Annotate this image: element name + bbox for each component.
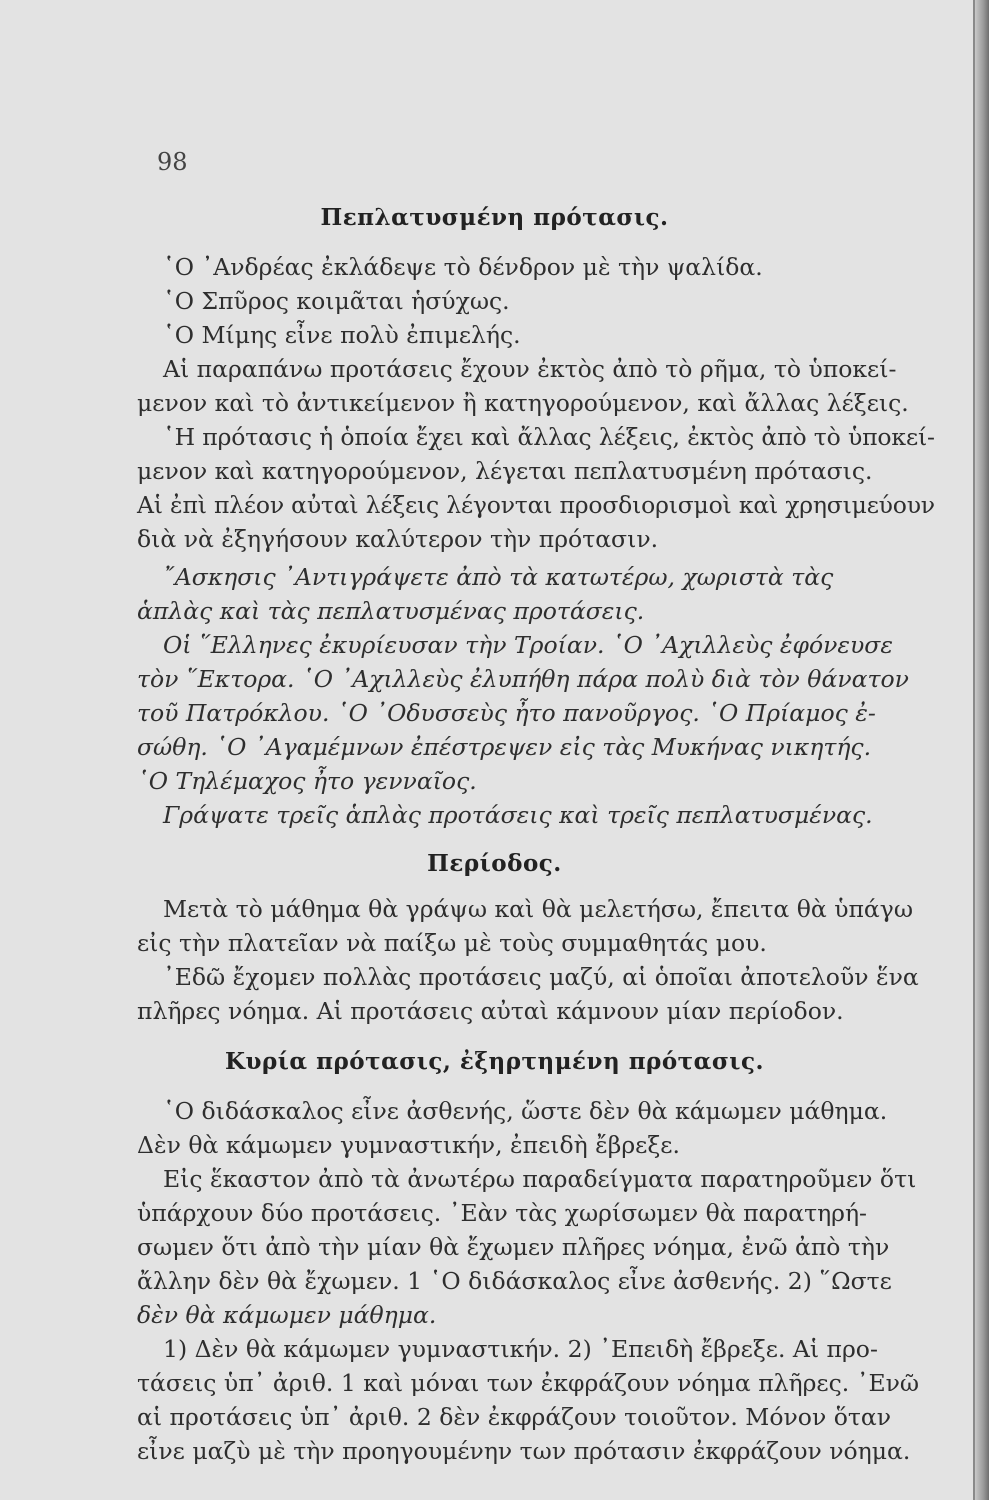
exercise-line: τοῦ Πατρόκλου. ῾Ο ᾿Οδυσσεὺς ἦτο πανοῦργος. ῾Ο Πρίαμος ἐ- xyxy=(137,699,876,727)
text-line: διὰ νὰ ἐξηγήσουν καλύτερον τὴν πρότασιν. xyxy=(137,525,659,553)
exercise-line: ῎Ασκησις ᾿Αντιγράψετε ἀπὸ τὰ κατωτέρω, χωριστὰ τὰς xyxy=(163,563,834,591)
exercise-line: ῾Ο Τηλέμαχος ἦτο γενναῖος. xyxy=(137,767,477,795)
text-line: πλῆρες νόημα. Αἱ προτάσεις αὐταὶ κάμνουν μίαν περίοδον. xyxy=(137,997,844,1025)
text-line: ᾿Εδῶ ἔχομεν πολλὰς προτάσεις μαζύ, αἱ ὁποῖαι ἀποτελοῦν ἕνα xyxy=(163,963,919,991)
text-line: ῾Ο Μίμης εἶνε πολὺ ἐπιμελής. xyxy=(163,321,521,349)
exercise-line: Οἱ ῞Ελληνες ἐκυρίευσαν τὴν Τροίαν. ῾Ο ᾿Αχιλλεὺς ἐφόνευσε xyxy=(163,631,893,659)
text-line: ῾Ο ᾿Ανδρέας ἐκλάδεψε τὸ δένδρον μὲ τὴν ψαλίδα. xyxy=(163,253,763,281)
text-line: Δὲν θὰ κάμωμεν γυμναστικήν, ἐπειδὴ ἔβρεξε. xyxy=(137,1131,680,1159)
text-line: δὲν θὰ κάμωμεν μάθημα. xyxy=(137,1301,437,1329)
exercise-line: σώθη. ῾Ο ᾿Αγαμέμνων ἐπέστρεψεν εἰς τὰς Μυκήνας νικητής. xyxy=(137,733,872,761)
text-line: ῾Ο Σπῦρος κοιμᾶται ἡσύχως. xyxy=(163,287,510,315)
section-heading-expanded-sentence: Πεπλατυσμένη πρότασις. xyxy=(320,204,669,231)
section-heading-period: Περίοδος. xyxy=(427,850,562,877)
text-line: Αἱ παραπάνω προτάσεις ἔχουν ἐκτὸς ἀπὸ τὸ ρῆμα, τὸ ὑποκεί- xyxy=(163,355,897,383)
text-line: εἰς τὴν πλατεῖαν νὰ παίξω μὲ τοὺς συμμαθητάς μου. xyxy=(137,929,767,957)
text-line: σωμεν ὅτι ἀπὸ τὴν μίαν θὰ ἔχωμεν πλῆρες νόημα, ἐνῶ ἀπὸ τὴν xyxy=(137,1233,890,1261)
text-line: αἱ προτάσεις ὑπ᾿ ἀριθ. 2 δὲν ἐκφράζουν τοιοῦτον. Μόνον ὅταν xyxy=(137,1403,892,1431)
text-line: μενον καὶ κατηγορούμενον, λέγεται πεπλατυσμένη πρότασις. xyxy=(137,457,873,485)
text-line: ῾Η πρότασις ἡ ὁποία ἔχει καὶ ἄλλας λέξεις, ἐκτὸς ἀπὸ τὸ ὑποκεί- xyxy=(163,423,935,451)
text-line: 1) Δὲν θὰ κάμωμεν γυμναστικήν. 2) ᾿Επειδὴ ἔβρεξε. Αἱ προ- xyxy=(163,1335,878,1363)
exercise-line: ἁπλὰς καὶ τὰς πεπλατυσμένας προτάσεις. xyxy=(137,597,645,625)
text-line: ὑπάρχουν δύο προτάσεις. ᾿Εὰν τὰς χωρίσωμεν θὰ παρατηρή- xyxy=(137,1199,867,1227)
exercise-line: τὸν ῞Εκτορα. ῾Ο ᾿Αχιλλεὺς ἐλυπήθη πάρα πολὺ διὰ τὸν θάνατον xyxy=(137,665,909,693)
text-line: Μετὰ τὸ μάθημα θὰ γράψω καὶ θὰ μελετήσω, ἔπειτα θὰ ὑπάγω xyxy=(163,895,914,923)
text-line: Εἰς ἕκαστον ἀπὸ τὰ ἀνωτέρω παραδείγματα παρατηροῦμεν ὅτι xyxy=(163,1165,917,1193)
section-heading-main-clause: Κυρία πρότασις, ἐξηρτημένη πρότασις. xyxy=(225,1048,764,1075)
text-line: μενον καὶ τὸ ἀντικείμενον ἢ κατηγορούμενον, καὶ ἄλλας λέξεις. xyxy=(137,389,909,417)
exercise-line: Γράψατε τρεῖς ἁπλὰς προτάσεις καὶ τρεῖς πεπλατυσμένας. xyxy=(163,801,873,829)
text-line: τάσεις ὑπ᾿ ἀριθ. 1 καὶ μόναι των ἐκφράζουν νόημα πλῆρες. ᾿Ενῶ xyxy=(137,1369,920,1397)
text-line: Αἱ ἐπὶ πλέον αὐταὶ λέξεις λέγονται προσδιορισμοὶ καὶ χρησιμεύουν xyxy=(137,491,935,519)
text-line: ἄλλην δὲν θὰ ἔχωμεν. 1 ῾Ο διδάσκαλος εἶνε ἀσθενής. 2) ῞Ωστε xyxy=(137,1267,892,1295)
text-line: ῾Ο διδάσκαλος εἶνε ἀσθενής, ὥστε δὲν θὰ κάμωμεν μάθημα. xyxy=(163,1097,888,1125)
text-line: εἶνε μαζὺ μὲ τὴν προηγουμένην των πρότασιν ἐκφράζουν νόημα. xyxy=(137,1437,911,1465)
page-number: 98 xyxy=(157,148,188,176)
